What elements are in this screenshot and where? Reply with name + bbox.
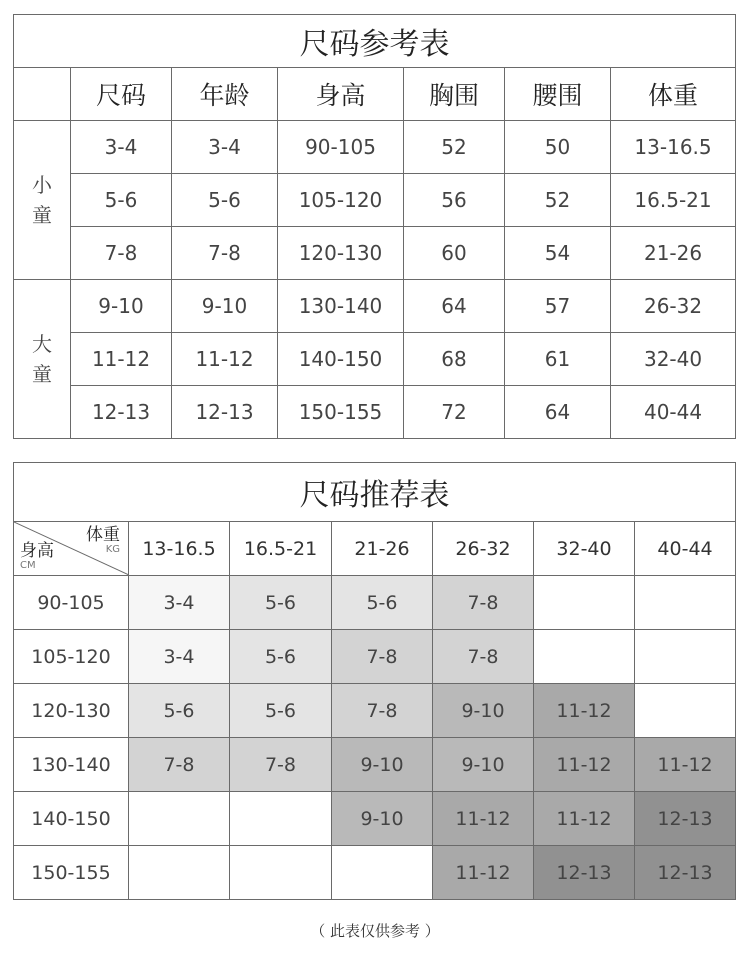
group-label: 小 童 <box>14 121 71 280</box>
height-row-header: 140-150 <box>14 792 129 846</box>
table-row <box>14 121 736 174</box>
table-cell: 60 <box>404 227 505 280</box>
recommended-size-cell: 11-12 <box>635 738 736 792</box>
height-row-header: 130-140 <box>14 738 129 792</box>
table-cell: 64 <box>404 280 505 333</box>
recommended-size-cell <box>129 846 230 900</box>
header-weight: 体重 <box>611 68 736 121</box>
recommended-size-cell: 5-6 <box>230 576 332 630</box>
table-cell: 61 <box>505 333 611 386</box>
table-cell: 7-8 <box>172 227 278 280</box>
recommended-size-cell: 5-6 <box>230 684 332 738</box>
reference-table-title: 尺码参考表 <box>14 15 736 68</box>
height-row-header: 105-120 <box>14 630 129 684</box>
recommended-size-cell: 11-12 <box>534 684 635 738</box>
group-label: 大 童 <box>14 280 71 439</box>
table-cell: 13-16.5 <box>611 121 736 174</box>
header-chest: 胸围 <box>404 68 505 121</box>
table-row <box>14 386 736 439</box>
table-cell: 40-44 <box>611 386 736 439</box>
recommended-size-cell: 11-12 <box>534 738 635 792</box>
table-cell: 26-32 <box>611 280 736 333</box>
weight-column-header: 32-40 <box>534 522 635 576</box>
size-recommendation-table <box>13 462 736 900</box>
recommended-size-cell: 7-8 <box>332 684 433 738</box>
table-cell: 68 <box>404 333 505 386</box>
table-row <box>14 576 736 630</box>
table-cell: 105-120 <box>278 174 404 227</box>
table-row <box>14 684 736 738</box>
recommended-size-cell: 12-13 <box>635 846 736 900</box>
table-cell: 50 <box>505 121 611 174</box>
table-cell: 16.5-21 <box>611 174 736 227</box>
height-row-header: 150-155 <box>14 846 129 900</box>
table-cell: 3-4 <box>172 121 278 174</box>
table-cell: 9-10 <box>172 280 278 333</box>
recommended-size-cell <box>332 846 433 900</box>
header-blank-cell <box>14 68 71 121</box>
table-row <box>14 846 736 900</box>
weight-column-header: 21-26 <box>332 522 433 576</box>
recommended-size-cell: 9-10 <box>332 792 433 846</box>
recommended-size-cell: 3-4 <box>129 576 230 630</box>
recommended-size-cell: 5-6 <box>230 630 332 684</box>
table-cell: 5-6 <box>172 174 278 227</box>
table-row <box>14 792 736 846</box>
table-row <box>14 333 736 386</box>
table-row <box>14 738 736 792</box>
table-cell: 11-12 <box>71 333 172 386</box>
table-cell: 32-40 <box>611 333 736 386</box>
recommended-size-cell: 5-6 <box>332 576 433 630</box>
recommended-size-cell: 11-12 <box>433 846 534 900</box>
table-cell: 120-130 <box>278 227 404 280</box>
weight-axis-label: 体重 KG <box>86 525 120 555</box>
recommendation-table-title: 尺码推荐表 <box>14 463 736 522</box>
recommended-size-cell: 7-8 <box>332 630 433 684</box>
table-cell: 90-105 <box>278 121 404 174</box>
recommended-size-cell: 5-6 <box>129 684 230 738</box>
table-cell: 9-10 <box>71 280 172 333</box>
recommended-size-cell <box>635 630 736 684</box>
table-cell: 5-6 <box>71 174 172 227</box>
corner-diagonal-cell <box>14 522 129 576</box>
recommended-size-cell: 11-12 <box>534 792 635 846</box>
table-cell: 57 <box>505 280 611 333</box>
table-row <box>14 280 736 333</box>
table-cell: 150-155 <box>278 386 404 439</box>
table-cell: 21-26 <box>611 227 736 280</box>
recommended-size-cell: 7-8 <box>129 738 230 792</box>
recommended-size-cell: 12-13 <box>534 846 635 900</box>
recommended-size-cell <box>230 792 332 846</box>
recommended-size-cell: 9-10 <box>332 738 433 792</box>
recommended-size-cell <box>635 684 736 738</box>
recommended-size-cell <box>534 576 635 630</box>
recommended-size-cell: 7-8 <box>230 738 332 792</box>
recommended-size-cell: 7-8 <box>433 576 534 630</box>
table-cell: 12-13 <box>71 386 172 439</box>
table-cell: 7-8 <box>71 227 172 280</box>
recommended-size-cell: 11-12 <box>433 792 534 846</box>
table-cell: 54 <box>505 227 611 280</box>
table-cell: 130-140 <box>278 280 404 333</box>
header-age: 年龄 <box>172 68 278 121</box>
table-cell: 56 <box>404 174 505 227</box>
recommended-size-cell: 7-8 <box>433 630 534 684</box>
table-cell: 64 <box>505 386 611 439</box>
header-waist: 腰围 <box>505 68 611 121</box>
table-row <box>14 227 736 280</box>
table-cell: 3-4 <box>71 121 172 174</box>
height-row-header: 90-105 <box>14 576 129 630</box>
table-cell: 72 <box>404 386 505 439</box>
recommended-size-cell <box>635 576 736 630</box>
height-row-header: 120-130 <box>14 684 129 738</box>
header-height: 身高 <box>278 68 404 121</box>
recommended-size-cell: 3-4 <box>129 630 230 684</box>
recommended-size-cell: 9-10 <box>433 684 534 738</box>
header-size: 尺码 <box>71 68 172 121</box>
weight-column-header: 40-44 <box>635 522 736 576</box>
recommended-size-cell: 9-10 <box>433 738 534 792</box>
table-row <box>14 174 736 227</box>
table-cell: 12-13 <box>172 386 278 439</box>
table-cell: 52 <box>404 121 505 174</box>
height-axis-label: 身高 CM <box>20 541 54 571</box>
size-reference-table <box>13 14 736 439</box>
footnote: （ 此表仅供参考 ） <box>310 922 440 940</box>
recommended-size-cell <box>129 792 230 846</box>
weight-column-header: 13-16.5 <box>129 522 230 576</box>
recommended-size-cell <box>230 846 332 900</box>
weight-column-header: 26-32 <box>433 522 534 576</box>
recommended-size-cell: 12-13 <box>635 792 736 846</box>
recommended-size-cell <box>534 630 635 684</box>
table-cell: 11-12 <box>172 333 278 386</box>
table-cell: 140-150 <box>278 333 404 386</box>
table-cell: 52 <box>505 174 611 227</box>
weight-column-header: 16.5-21 <box>230 522 332 576</box>
table-row <box>14 630 736 684</box>
